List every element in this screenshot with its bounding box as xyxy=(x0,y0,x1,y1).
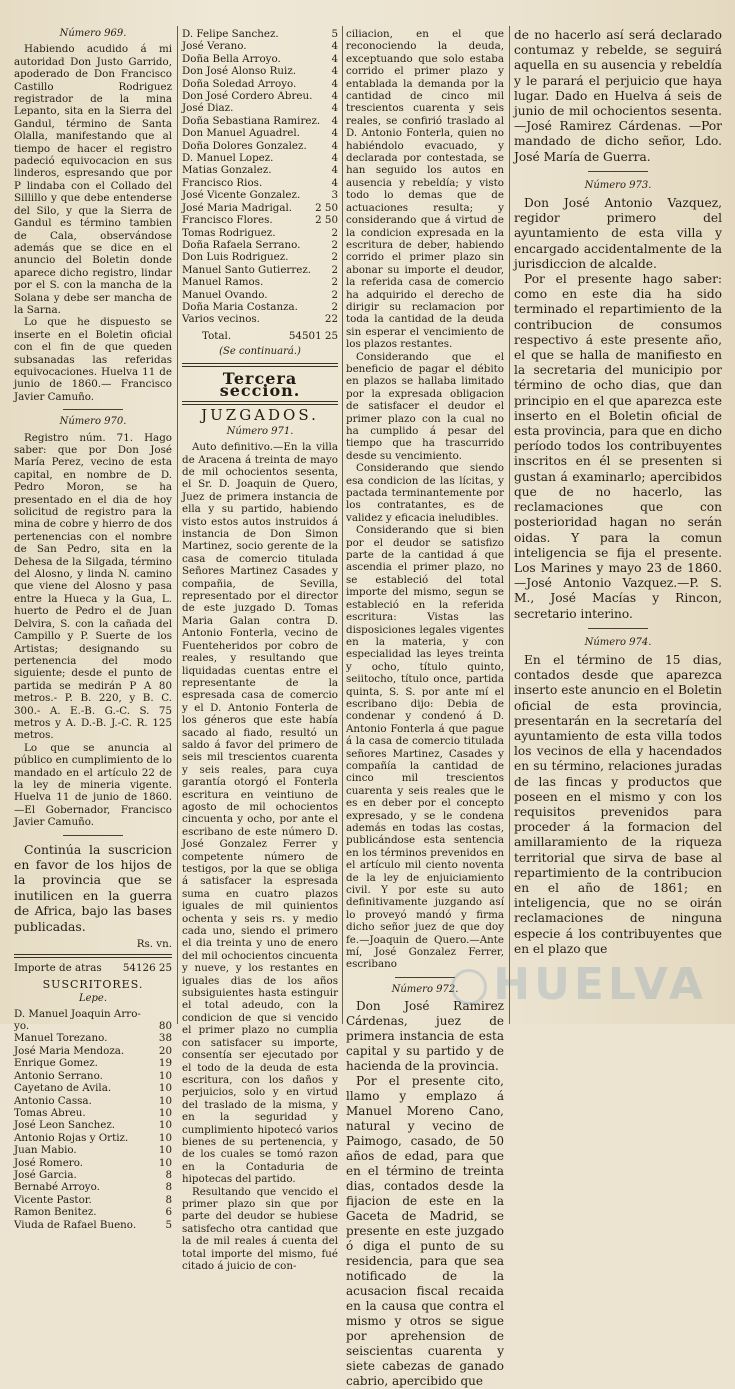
donor-name: Tomas Rodriguez. xyxy=(182,226,276,239)
donor-name: Don José Cordero Abreu. xyxy=(182,90,313,103)
donor-name: Don Manuel Aguadrel. xyxy=(182,127,300,140)
donor-row xyxy=(182,313,338,325)
donor-name: Matias Gonzalez. xyxy=(182,164,272,177)
donor-name: Doña Dolores Gonzalez. xyxy=(182,139,307,152)
donor-name: Francisco Rios. xyxy=(182,176,263,189)
donor-amount: 2 xyxy=(331,226,338,239)
donor-amount: 4 xyxy=(331,152,338,165)
column-rule xyxy=(509,26,510,1024)
donor-amount: 10 xyxy=(158,1131,172,1144)
donor-row xyxy=(182,239,338,251)
notice-970-body: Registro núm. 71. Hago saber: que por Don José María Perez, vecino de esta capital, en nombre de D. Pedro Moron, se ha presentado en el dia de hoy solicitud de registro para la mina de cobre y hierro de dos pertenencias con el nombre de San Pedro, sita en la Dehesa de la Silgada, término del Alosno, y linda N. camino que viene del Alosno y pasa entre la Hueca y la Gua, L. huerto de Pedro el de Juan Delvira, S. con la cañada del Campillo y P. Suerte de los Artistas; designando su pertenencia del modo siguiente; desde el punto de partida se medirán P A 80 metros.- P. B. 220, y B. C. 300.- A. E.-B. G.-C. S. 75 metros y A. D.-B. J.-C. R. 125 metros. xyxy=(14,431,172,742)
donor-row xyxy=(182,276,338,288)
donor-amount: 4 xyxy=(331,90,338,103)
notice-969-body: Habiendo acudido á mi autoridad Don Justo Garrido, apoderado de Don Francisco Castillo Rodriguez registrador de la mina Lepanto, sita en la Sierra del Gandul, término de Santa Olalla, manifestando que al tiempo de hacer el registro padeció equivocacion en sus linderos, espresando que por P lindaba con el Collado del Sillillo y que debe entenderse del Silo, y que la Sierra de Gandul es término tambien de Cala, observándose además que se dice en el anuncio del Boletin donde aparece dicho registro, lindar por el S. con la mancha de la Solana y debe ser mancha de la Sarna. xyxy=(14,43,172,316)
donor-name: José Vicente Gonzalez. xyxy=(182,189,301,202)
donor-name: Doña Rafaela Serrano. xyxy=(182,238,301,251)
donor-row xyxy=(182,202,338,214)
column-1 xyxy=(14,28,172,1231)
donor-amount: 4 xyxy=(331,139,338,152)
carried-total xyxy=(14,962,172,974)
donor-row xyxy=(182,251,338,263)
donor-name: Antonio Rojas y Ortiz. xyxy=(14,1131,129,1144)
donor-name: Doña Sebastiana Ramirez. xyxy=(182,114,321,127)
donor-amount: 10 xyxy=(158,1144,172,1157)
donor-amount: 10 xyxy=(158,1082,172,1095)
donor-amount: 10 xyxy=(158,1156,172,1169)
donor-row xyxy=(14,1169,172,1181)
donor-amount: 8 xyxy=(165,1181,172,1194)
donor-row xyxy=(14,1082,172,1094)
grand-total-label: Total. xyxy=(202,329,232,342)
donor-amount: 10 xyxy=(158,1119,172,1132)
donor-name: Don Luis Rodriguez. xyxy=(182,251,289,264)
donor-name: José Maria Mendoza. xyxy=(14,1044,125,1057)
donor-row xyxy=(14,1107,172,1119)
donor-amount: 2 xyxy=(331,238,338,251)
donor-name: Vicente Pastor. xyxy=(14,1193,92,1206)
donor-amount: 4 xyxy=(331,127,338,140)
donor-row xyxy=(14,1181,172,1193)
column-rule xyxy=(177,26,178,1024)
donor-amount: 8 xyxy=(165,1168,172,1181)
grand-total-value: 54501 25 xyxy=(288,329,338,342)
donor-amount: 4 xyxy=(331,77,338,90)
donor-row xyxy=(182,264,338,276)
donor-row xyxy=(182,90,338,102)
donor-row xyxy=(182,102,338,114)
notice-number-974: Número 974. xyxy=(584,636,652,648)
notice-970-closing: Lo que se anuncia al público en cumplimiento de lo mandado en el artículo 22 de la ley de mineria vigente. Huelva 11 de junio de 1860. —El Gobernador, Francisco Javier Camuño. xyxy=(14,741,172,829)
separator xyxy=(63,835,123,836)
donor-amount: 2 50 xyxy=(315,201,338,214)
donor-row xyxy=(182,65,338,77)
donor-amount: 4 xyxy=(331,65,338,78)
donor-row xyxy=(14,1119,172,1131)
donor-amount: 2 xyxy=(331,276,338,289)
donor-amount: 19 xyxy=(158,1057,172,1070)
donor-amount: 4 xyxy=(331,164,338,177)
watermark-logo-icon xyxy=(451,969,487,1005)
donor-amount xyxy=(166,1008,172,1020)
column-rule xyxy=(342,26,343,1024)
donor-amount: 2 xyxy=(331,251,338,264)
donor-row xyxy=(182,189,338,201)
subscribers-heading: SUSCRITORES. xyxy=(42,977,144,991)
donor-amount: 80 xyxy=(158,1020,172,1033)
donor-amount: 4 xyxy=(331,114,338,127)
notice-971-body: Auto definitivo.—En la villa de Aracena á treinta de mayo de mil ochocientos sesenta, el Sr. D. Joaquin de Quero, Juez de primera instancia de ella y su partido, habiendo visto estos autos instruidos á instancia de Don Simon Martinez, socio gerente de la casa de comercio titulada Señores Martinez Casades y compañia, de Sevilla, representado por el director de este juzgado D. Tomas Maria Galan contra D. Antonio Fonterla, vecino de Fuenteheridos por cobro de reales, y resultando que liquidadas cuentas entre el representante de la espresada casa de comercio y el D. Antonio Fonterla de los géneros que este había sacado al fiado, resultó un saldo á favor del primero de seis mil trescientos cuarenta y seis reales, para cuya garantía otorgó el Fonterla escritura en veintiuno de agosto de mil ochocientos cincuenta y ocho, por ante el escribano de este número D. José Gonzalez Ferrer y competente número de testigos, por la que se obliga á satisfacer la espresada suma en cuatro plazos iguales de mil quinientos ochenta y seis rs. y medio cada uno, siendo el primero el dia treinta y uno de enero del mil ochocientos cincuenta y nueve, y los restantes en iguales dias de los años subsiguientes hasta estinguir el total adeudo, con la condicion de que si vencido el primer plazo no cumplia con satisfacer su importe, consentía ser ejecutado por el todo de la deuda de esta escritura, con los daños y perjuicios, solo y en virtud del traslado de la misma, y en la seguridad y cumplimiento hipotecó varios bienes de su pertenencia, y de los cuales se tomó razon en la Contaduria de hipotecas del partido. xyxy=(182,441,338,1186)
notice-971-body-2: Resultando que vencido el primer plazo sin que por parte del deudor se hubiese satisfecho otra cantidad que la de mil reales á cuenta del total importe del mismo, fué citado á juicio de con- xyxy=(182,1185,338,1272)
donor-amount: 3 xyxy=(331,189,338,202)
donor-name: José Verano. xyxy=(182,40,247,53)
donor-amount: 6 xyxy=(165,1206,172,1219)
grand-total xyxy=(182,330,338,342)
donor-row xyxy=(182,164,338,176)
notice-972-body: Por el presente cito, llamo y emplazo á Manuel Moreno Cano, natural y vecino de Paimogo, casado, de 50 años de edad, para que en el término de treinta dias, contados desde la fijacion de este en la Gaceta de Madrid, se presente en este juzgado ó diga el punto de su residencia, para que sea notificado de la acusacion fiscal recaida en la causa que contra el mismo y otros se sigue por aprehension de seiscientas cuarenta y siete cabezas de ganado cabrio, apercibido que xyxy=(346,1074,504,1389)
divider xyxy=(182,401,338,405)
notice-972-continued: de no hacerlo así será declarado contumaz y rebelde, se seguirá aquella en su ausencia y rebeldía y le parará el perjuicio que haya lugar. Dado en Huelva á seis de junio de mil ochocientos sesenta.—José Ramirez Cárdenas. —Por mandado de dicho señor, Ldo. José María de Guerra. xyxy=(514,28,722,164)
archive-watermark xyxy=(451,959,707,1010)
donor-name: Doña Maria Costanza. xyxy=(182,300,298,313)
donor-list xyxy=(14,1008,172,1231)
donor-amount: 2 xyxy=(331,288,338,301)
donor-row xyxy=(182,177,338,189)
notice-974-body: En el término de 15 dias, contados desde que aparezca inserto este anuncio en el Boletin oficial de esta provincia, presentarán en la secretaría del ayuntamiento de esta villa todos los vecinos de ella y hacendados en su término, relaciones juradas de las fincas y productos que poseen en el mismo y con los requisitos prevenidos para proceder á la formacion del amillaramiento de la riqueza territorial que sirva de base al repartimiento de la contribucion en el año de 1861; en inteligencia, que no se oirán reclamaciones de ninguna especie á los contribuyentes que en el plazo que xyxy=(514,652,722,956)
donor-amount: 4 xyxy=(331,102,338,115)
donor-amount: 10 xyxy=(158,1094,172,1107)
donor-name: Manuel Torezano. xyxy=(14,1032,108,1045)
donor-name: D. Felipe Sanchez. xyxy=(182,28,279,40)
donor-amount: 4 xyxy=(331,176,338,189)
donor-amount: 2 50 xyxy=(315,214,338,227)
separator xyxy=(63,409,123,410)
donor-name: Manuel Santo Gutierrez. xyxy=(182,263,312,276)
donor-row xyxy=(182,289,338,301)
donor-name: Juan Mabio. xyxy=(14,1144,77,1157)
notice-number-971: Número 971. xyxy=(226,425,294,437)
donor-name: Bernabé Arroyo. xyxy=(14,1181,100,1194)
donor-amount: 8 xyxy=(165,1193,172,1206)
notice-973-body: Por el presente hago saber: como en este dia ha sido terminado el repartimiento de la contribucion de consumos respectivo á este presente año, el que se halla de manifiesto en la secretaria del municipio por término de ocho dias, que dan principio en el que aparezca este inserto en el Boletin oficial de esta provincia, para que en dicho período todos los contribuyentes inscritos en él se presenten si gustan á examinarlo; apercibidos que de no hacerlo, las reclamaciones que con posterioridad hagan no serán oidas. Y para la comun inteligencia se fija el presente. Los Marines y mayo 23 de 1860.—José Antonio Vazquez.—P. S. M., José Macías y Rincon, secretario interino. xyxy=(514,272,722,621)
donor-amount: 10 xyxy=(158,1069,172,1082)
donor-name: Manuel Ramos. xyxy=(182,276,264,289)
notice-969-closing: Lo que he dispuesto se inserte en el Boletin oficial con el fin de que queden subsanadas las referidas equivocaciones. Huelva 11 de junio de 1860.— Francisco Javier Camuño. xyxy=(14,316,172,403)
donor-amount: 4 xyxy=(331,40,338,53)
section-heading: Tercera seccion. xyxy=(219,368,301,400)
divider xyxy=(182,363,338,367)
donor-name: Antonio Cassa. xyxy=(14,1094,92,1107)
currency-label: Rs. vn. xyxy=(136,938,172,951)
notice-973-heading: Don José Antonio Vazquez, regidor primero del ayuntamiento de esta villa y encargado accidentalmente de la jurisdiccion de alcalde. xyxy=(514,196,722,271)
donor-row xyxy=(182,227,338,239)
notice-number-972: Número 972. xyxy=(391,983,459,995)
column-4 xyxy=(514,28,722,1024)
donor-name: Don José Alonso Ruiz. xyxy=(182,65,297,78)
donor-name: José Diaz. xyxy=(182,102,234,115)
donor-name: D. Manuel Lopez. xyxy=(182,152,274,165)
donor-amount: 5 xyxy=(331,28,338,40)
donor-row xyxy=(14,1032,172,1044)
separator xyxy=(588,628,648,629)
column-2 xyxy=(182,28,338,1272)
column-3 xyxy=(346,28,504,1389)
donor-amount: 2 xyxy=(331,300,338,313)
donor-row xyxy=(182,301,338,313)
donor-name: José Garcia. xyxy=(14,1168,77,1181)
donor-amount: 38 xyxy=(158,1032,172,1045)
donor-list xyxy=(182,28,338,326)
donor-row xyxy=(14,1157,172,1169)
donor-name: Doña Soledad Arroyo. xyxy=(182,77,297,90)
notice-971-continued: ciliacion, en el que reconociendo la deuda, exceptuando que solo estaba corrido el primer plazo y entablada la demanda por la cantidad de cinco mil trescientos cuarenta y seis reales, se confirió traslado al D. Antonio Fonterla, quien no habiéndolo evacuado, y declarada por contestada, se han seguido los autos en ausencia y rebeldía; y visto todo lo demas que de actuaciones resulta; y considerando que á virtud de la condicion expresada en la escritura de deber, habiendo corrido el primer plazo sin abonar su importe el deudor, la referida casa de comercio ha adquirido el derecho de dirigir su reclamacion por toda la cantidad de la deuda sin esperar el vencimiento de los plazos restantes. xyxy=(346,28,504,351)
donor-name: Tomas Abreu. xyxy=(14,1106,86,1119)
donor-name: José Romero. xyxy=(14,1156,84,1169)
donor-row xyxy=(14,1020,172,1032)
subscription-appeal: Continúa la suscricion en favor de los hijos de la provincia que se inutilicen en la guerra de Africa, bajo las bases publicadas. xyxy=(14,841,172,934)
donor-amount: 2 xyxy=(331,263,338,276)
donor-row xyxy=(14,1008,172,1020)
donor-name: Varios vecinos. xyxy=(182,313,260,326)
donor-name: Ramon Benitez. xyxy=(14,1206,97,1219)
watermark-text: HUELVA xyxy=(493,959,707,1010)
donor-name: José Maria Madrigal. xyxy=(182,201,293,214)
donor-row xyxy=(14,1219,172,1231)
continued-note: (Se continuará.) xyxy=(219,346,301,358)
courts-heading: JUZGADOS. xyxy=(201,406,319,425)
donor-row xyxy=(14,1095,172,1107)
donor-row xyxy=(14,1057,172,1069)
donor-row xyxy=(182,28,338,40)
donor-row xyxy=(182,140,338,152)
donor-name: Doña Bella Arroyo. xyxy=(182,52,281,65)
donor-name: D. Manuel Joaquin Arro- xyxy=(14,1007,141,1020)
donor-row xyxy=(182,115,338,127)
notice-971-considering-1: Considerando que el beneficio de pagar el débito en plazos se hallaba limitado por la expresada obligacion de satisfacer el deudor el primer plazo con la cual no ha cumplido á pesar del tiempo que ha trascurrido desde su vencimiento. xyxy=(346,350,504,462)
donor-name: Francisco Flores. xyxy=(182,214,273,227)
carried-total-value: 54126 25 xyxy=(122,962,172,975)
donor-name: Cayetano de Avila. xyxy=(14,1082,112,1095)
divider xyxy=(14,954,172,958)
donor-name: Viuda de Rafael Bueno. xyxy=(14,1218,137,1231)
donor-row xyxy=(182,53,338,65)
donor-name: José Leon Sanchez. xyxy=(14,1119,116,1132)
notice-972-heading: Don José Ramirez Cárdenas, juez de primera instancia de esta capital y su partido y de hacienda de la provincia. xyxy=(346,999,504,1074)
notice-971-considering-3: Considerando que si bien por el deudor se satisfizo parte de la cantidad á que ascendia el primer plazo, no se estableció del total importe del mismo, segun se estableció en la referida escritura: Vistas las disposiciones legales vigentes en la materia, y con especialidad las leyes treinta y ocho, título quinto, seiitocho, título once, partida quinta, S. S. por ante mí el escribano dijo: Debia de condenar y condenó á D. Antonio Fonterla á que pague á la casa de comercio titulada señores Martinez, Casades y compañía la cantidad de cinco mil trescientos cuarenta y seis reales que le es en deber por el concepto expresado, y se le condena además en todas las costas, publicándose esta sentencia en los términos prevenidos en el artículo mil ciento noventa de la ley de enjuiciamiento civil. Y por este su auto definitivamente juzgando así lo proveyó mandó y firma dicho señor juez de que doy fe.—Joaquin de Quero.—Ante mí, José Gonzalez Ferrer, escribano xyxy=(346,524,504,971)
donor-row xyxy=(182,152,338,164)
donor-row xyxy=(14,1045,172,1057)
carried-total-label: Importe de atras xyxy=(14,962,102,975)
donor-amount: 10 xyxy=(158,1106,172,1119)
donor-row xyxy=(182,214,338,226)
donor-row xyxy=(14,1144,172,1156)
notice-number-969: Número 969. xyxy=(59,28,127,39)
separator xyxy=(588,171,648,172)
donor-row xyxy=(182,78,338,90)
donor-row xyxy=(14,1206,172,1218)
donor-row xyxy=(14,1070,172,1082)
donor-amount: 4 xyxy=(331,52,338,65)
donor-row xyxy=(182,40,338,52)
notice-number-973: Número 973. xyxy=(584,179,652,191)
donor-row xyxy=(14,1132,172,1144)
donor-name: yo. xyxy=(14,1020,30,1033)
donor-amount: 22 xyxy=(324,313,338,326)
donor-row xyxy=(14,1194,172,1206)
separator xyxy=(395,977,455,978)
donor-name: Antonio Serrano. xyxy=(14,1069,103,1082)
notice-number-970: Número 970. xyxy=(59,416,127,428)
notice-971-considering-2: Considerando que siendo esa condicion de las lícitas, y pactada terminantemente por los contratantes, es de validez y eficacia ineludibles. xyxy=(346,462,504,524)
donor-row xyxy=(182,127,338,139)
donor-name: Manuel Ovando. xyxy=(182,288,268,301)
donor-name: Enrique Gomez. xyxy=(14,1057,98,1070)
town-heading: Lepe. xyxy=(78,993,108,1005)
donor-amount: 5 xyxy=(165,1218,172,1231)
donor-amount: 20 xyxy=(158,1044,172,1057)
